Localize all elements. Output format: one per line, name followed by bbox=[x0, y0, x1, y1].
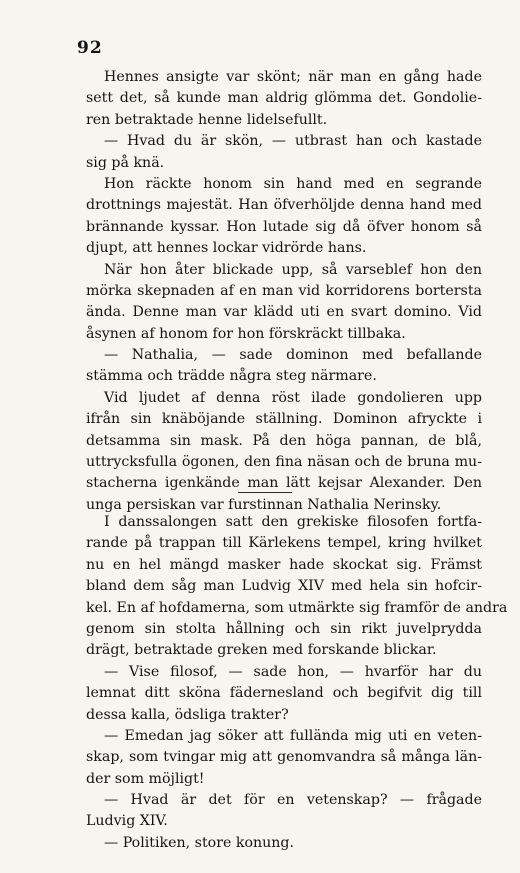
text-line: — Politiken, store konung. bbox=[104, 834, 295, 851]
text-line: uttrycksfulla ögonen, den fina näsan och de bruna mu- bbox=[86, 454, 482, 471]
text-line: — Emedan jag söker att fullända mig uti en veten- bbox=[104, 727, 482, 744]
text-section-1 bbox=[86, 67, 482, 516]
text-line: När hon åter blickade upp, så varseblef hon den bbox=[104, 261, 482, 278]
text-line: unga persiskan var furstinnan Nathalia Nerinsky. bbox=[86, 496, 442, 513]
text-line: djupt, att hennes lockar vidrörde hans. bbox=[86, 240, 367, 257]
text-line: brännande kyssar. Hon lutade sig då öfver honom så bbox=[86, 218, 482, 235]
text-line: der som möjligt! bbox=[86, 770, 205, 787]
text-line: Hon räckte honom sin hand med en segrande bbox=[104, 175, 482, 192]
page-number: 92 bbox=[77, 38, 103, 58]
text-line: rande på trappan till Kärlekens tempel, kring hvilket bbox=[86, 535, 482, 552]
text-line: I danssalongen satt den grekiske filosofen fortfa- bbox=[104, 514, 482, 530]
text-line: sett det, så kunde man aldrig glömma det. Gondolie- bbox=[86, 90, 482, 107]
text-line: ifrån sin knäböjande ställning. Dominon afryckte i bbox=[86, 411, 482, 428]
text-line: ren betraktade henne lidelsefullt. bbox=[86, 111, 328, 128]
text-line: drottnings majestät. Han öfverhöljde denna hand med bbox=[86, 197, 482, 214]
text-line: kel. En af hofdamerna, som utmärkte sig framför de andra bbox=[86, 599, 508, 616]
text-line: dessa kalla, ödsliga trakter? bbox=[86, 706, 289, 723]
text-line: mörka skepnaden af en man vid korridorens bortersta bbox=[86, 282, 482, 299]
text-line: bland dem såg man Ludvig XIV med hela sin hofcir- bbox=[86, 578, 482, 595]
text-section-2 bbox=[86, 512, 508, 854]
text-line: stämma och trädde några steg närmare. bbox=[86, 368, 377, 385]
text-line: sig på knä. bbox=[86, 154, 165, 171]
text-line: — Hvad är det för en vetenskap? — frågade bbox=[104, 792, 482, 809]
text-line: — Vise filosof, — sade hon, — hvarför har du bbox=[104, 663, 482, 680]
text-line: — Hvad du är skön, — utbrast han och kastade bbox=[104, 133, 482, 150]
text-line: detsamma sin mask. På den höga pannan, de blå, bbox=[86, 432, 482, 449]
text-line: genom sin stolta hållning och sin rikt juvelprydda bbox=[86, 620, 482, 637]
text-line: ända. Denne man var klädd uti en svart domino. Vid bbox=[86, 304, 482, 321]
text-line: — Nathalia, — sade dominon med befallande bbox=[104, 347, 482, 364]
section-divider bbox=[238, 492, 292, 493]
text-line: lemnat ditt sköna fädernesland och begifvit dig till bbox=[86, 685, 482, 702]
text-line: Vid ljudet af denna röst ilade gondolieren upp bbox=[104, 389, 482, 406]
text-line: skap, som tvingar mig att genomvandra så många län- bbox=[86, 749, 482, 766]
text-line: nu en hel mängd masker hade skockat sig. Främst bbox=[86, 556, 482, 573]
text-line: Hennes ansigte var skönt; när man en gång hade bbox=[104, 69, 482, 85]
text-line: Ludvig XIV. bbox=[86, 813, 168, 830]
text-line: stacherna igenkände man lätt kejsar Alexander. Den bbox=[86, 475, 482, 492]
text-line: drägt, betraktade greken med forskande blickar. bbox=[86, 642, 437, 659]
text-line: åsynen af honom for hon förskräckt tillbaka. bbox=[86, 325, 406, 342]
